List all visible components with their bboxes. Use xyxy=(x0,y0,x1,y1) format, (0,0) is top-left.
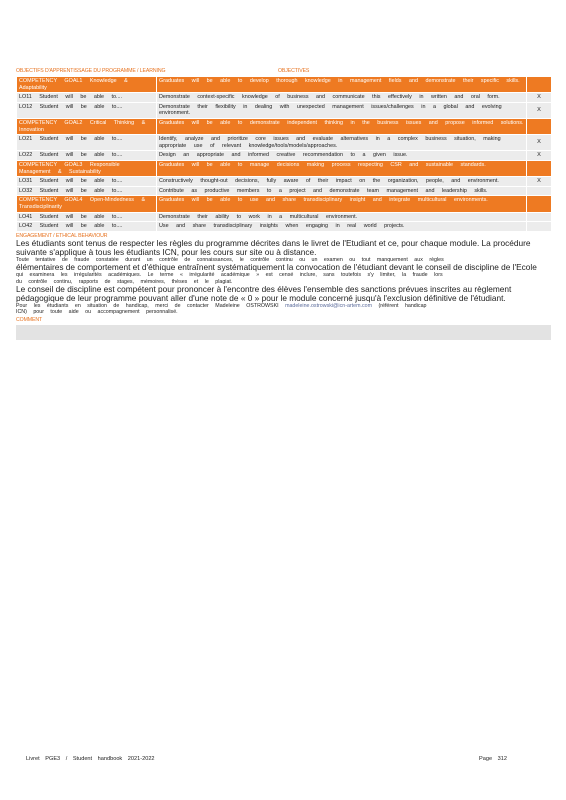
row-mark xyxy=(527,196,552,212)
row-mark xyxy=(527,186,552,196)
row-mark xyxy=(527,160,552,176)
comment-box[interactable] xyxy=(16,325,551,340)
learning-outcome-row xyxy=(17,151,552,161)
row-mark: X xyxy=(527,151,552,161)
engagement-line-1: Les étudiants sont tenus de respecter les règles du programme décrites dans le livret de l'Etudiant et ce, pour chaque module. La procédure xyxy=(16,238,531,248)
learning-outcome-row xyxy=(17,186,552,196)
row-mark xyxy=(527,118,552,134)
learning-outcome-row xyxy=(17,135,552,151)
row-label: LO42 Student will be able to.... xyxy=(17,222,157,232)
engagement-after-email: (référent handicap xyxy=(378,302,427,309)
engagement-line-9: Pour les étudiants en situation de handicap, merci de contacter Madeleine OSTROWSKI xyxy=(16,302,279,309)
engagement-text xyxy=(16,239,551,303)
row-label: LO11 Student will be able to.... xyxy=(17,93,157,103)
row-label: LO22 Student will be able to.... xyxy=(17,151,157,161)
row-mark xyxy=(527,77,552,93)
row-label: LO12 Student will be able to.... xyxy=(17,102,157,118)
header-left: OBJECTIFS D'APPRENTISSAGE DU PROGRAMME / LEARNING xyxy=(16,68,166,74)
engagement-line-3: Toute tentative de fraude constatée durant un contrôle de connaissances, le contrôle continu ou un examen ou tout manquement aux règles xyxy=(16,256,444,263)
row-label: COMPETENCY GOAL1 Knowledge & Adaptability xyxy=(17,77,157,93)
objectives-header xyxy=(16,67,551,76)
engagement-title: ENGAGEMENT / ETHICAL BEHAVIOUR xyxy=(16,232,108,239)
engagement-line-6: du contrôle continu, rapports de stages, mémoires, thèses et le plagiat. xyxy=(16,278,233,285)
engagement-line-4: élémentaires de comportement et d'éthique entraînent systématiquement la convocation de l'étudiant devant le conseil de discipline de l'Ecole xyxy=(16,263,537,273)
row-mark: X xyxy=(527,93,552,103)
competency-row xyxy=(17,196,552,212)
page-number: Page 312 xyxy=(479,756,507,762)
page-content xyxy=(16,67,551,340)
row-description: Design an appropriate and informed creative recommendation to a given issue. xyxy=(157,151,527,161)
footer-left: Livret PGE3 / Student handbook 2021-2022 xyxy=(26,756,155,762)
comment-title: COMMENT xyxy=(16,316,43,323)
learning-outcome-row xyxy=(17,212,552,222)
row-label: LO21 Student will be able to.... xyxy=(17,135,157,151)
row-mark: X xyxy=(527,135,552,151)
row-description: Contribute as productive members to a project and demonstrate team management and leadership skills. xyxy=(157,186,527,196)
learning-outcome-row xyxy=(17,177,552,187)
row-description: Identify, analyze and prioritize core issues and evaluate alternatives in a complex business situation, making appropriate use of relevant knowledge/tools/models/approaches. xyxy=(157,135,527,151)
header-right: OBJECTIVES xyxy=(278,68,310,74)
row-mark: X xyxy=(527,102,552,118)
row-description: Demonstrate their ability to work in a multicultural environment. xyxy=(157,212,527,222)
competency-row xyxy=(17,77,552,93)
row-description: Graduates will be able to develop thorough knowledge in management fields and demonstrate their specific skills. xyxy=(157,77,527,93)
row-label: COMPETENCY GOAL4 Open-Mindedness & Transdisciplinarity xyxy=(17,196,157,212)
row-description: Graduates will be able to use and share transdisciplinary insight and integrate multicultural environments. xyxy=(157,196,527,212)
competency-row xyxy=(17,160,552,176)
row-label: LO31 Student will be able to.... xyxy=(17,177,157,187)
row-mark: X xyxy=(527,177,552,187)
row-description: Constructively thought-out decisions, fully aware of their impact on the organization, people, and environment. xyxy=(157,177,527,187)
row-description: Graduates will be able to demonstrate independent thinking in the business issues and propose informed solutions. xyxy=(157,118,527,134)
learning-outcome-row xyxy=(17,93,552,103)
email-link[interactable]: madeleine.ostrowski@icn-artem.com xyxy=(285,302,372,309)
engagement-final-line: ICN) pour toute aide ou accompagnement personnalisé. xyxy=(16,309,178,316)
row-description: Demonstrate context-specific knowledge of business and communicate this effectively in written and oral form. xyxy=(157,93,527,103)
engagement-line-8: pédagogique de leur programme pouvant aller d'une note de « 0 » pour le module concerné jusqu'à l'exclusion définitive de l'étudiant. xyxy=(16,293,506,303)
row-label: COMPETENCY GOAL2 Critical Thinking & Innovation xyxy=(17,118,157,134)
row-description: Graduates will be able to manage decisions making process respecting CSR and sustainable standards. xyxy=(157,160,527,176)
learning-outcome-row xyxy=(17,102,552,118)
learning-outcome-row xyxy=(17,222,552,232)
row-label: LO41 Student will be able to.... xyxy=(17,212,157,222)
row-label: COMPETENCY GOAL3 Responsible Management & Sustainability xyxy=(17,160,157,176)
row-mark xyxy=(527,222,552,232)
row-description: Demonstrate their flexibility in dealing with unexpected management issues/challenges in a global and evolving environment. xyxy=(157,102,527,118)
competency-row xyxy=(17,118,552,134)
row-description: Use and share transdisciplinary insights when engaging in real world projects. xyxy=(157,222,527,232)
row-label: LO32 Student will be able to.... xyxy=(17,186,157,196)
row-mark xyxy=(527,212,552,222)
engagement-line-7: Le conseil de discipline est compétent pour prononcer à l'encontre des élèves l'ensemble des sanctions prévues inscrites au règlement xyxy=(16,284,512,294)
engagement-line-2: suivante s'applique à tous les étudiants ICN, pour les cours sur site ou à distance. xyxy=(16,247,317,257)
engagement-line-5: qui examinera les irrégularités académiques. Le terme « irrégularité académique » est censé inclure, sans toutefois s'y limiter, la fraude lors xyxy=(16,272,443,279)
objectives-table xyxy=(16,76,552,232)
